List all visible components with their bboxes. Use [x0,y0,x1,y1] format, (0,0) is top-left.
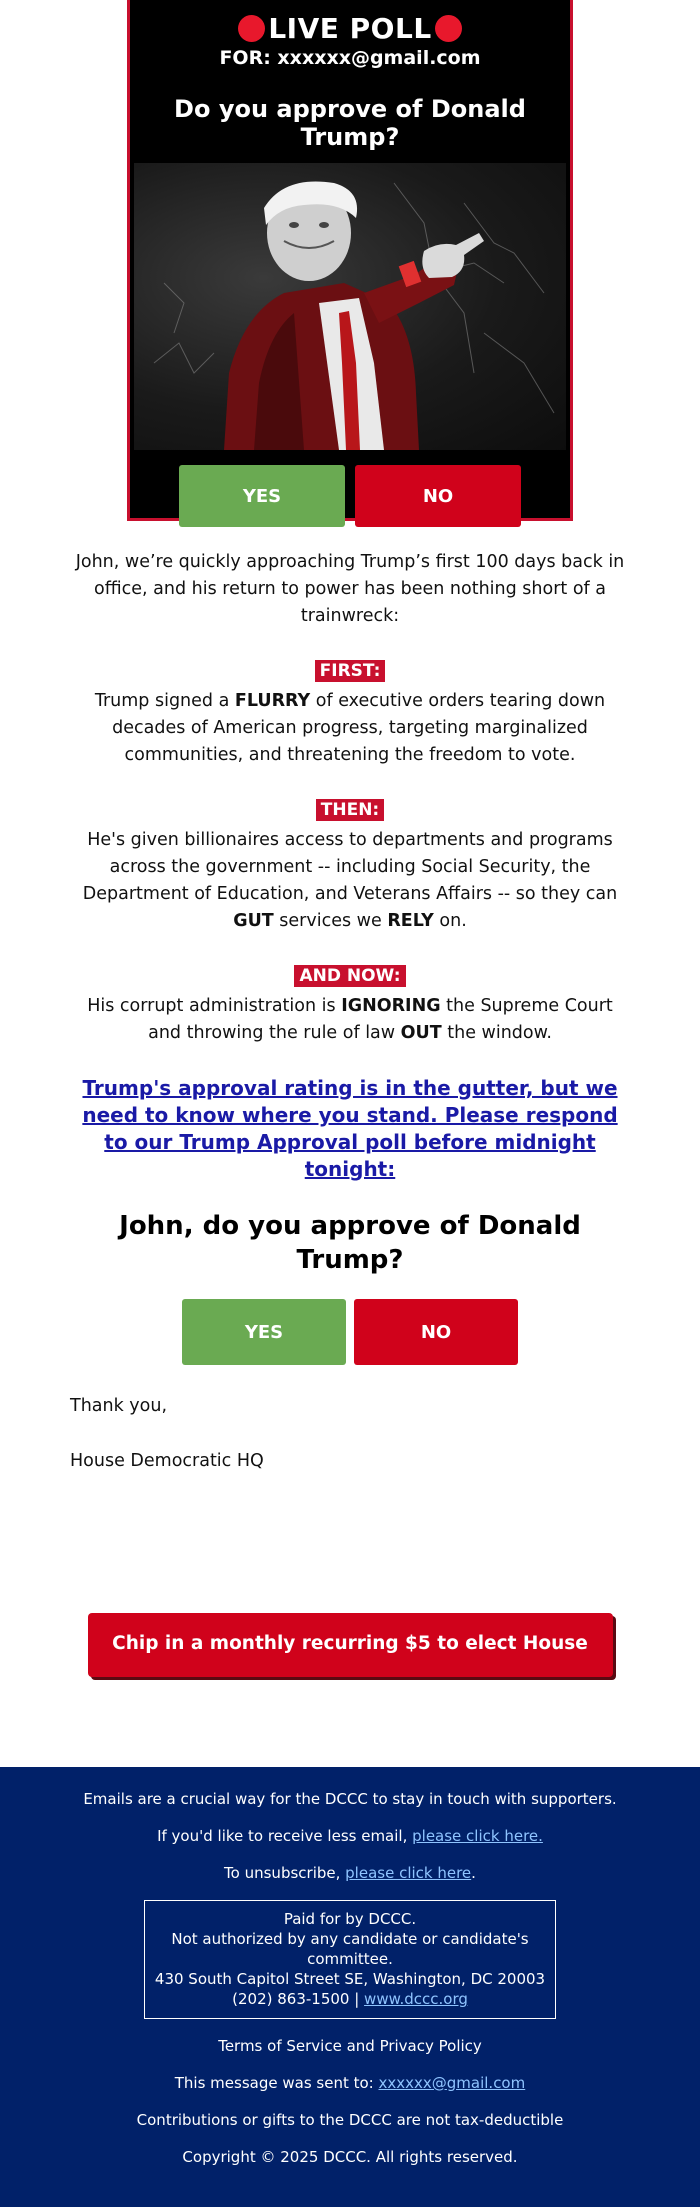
footer-intro: Emails are a crucial way for the DCCC to stay in touch with supporters. [83,1790,617,1808]
less-email-link[interactable]: please click here. [412,1827,543,1845]
live-poll-label: LIVE POLL [268,11,432,45]
live-poll-badge [130,0,570,46]
red-dot-icon [238,15,265,42]
tax-notice: Contributions or gifts to the DCCC are not tax-deductible [136,2111,564,2129]
poll-yes-button[interactable]: YES [179,465,345,527]
terms-link[interactable]: Terms of Service and Privacy Policy [218,2037,482,2055]
unsubscribe-link[interactable]: please click here [345,1864,472,1882]
red-dot-icon [435,15,462,42]
contact-line: (202) 863-1500 | www.dccc.org [232,1990,468,2008]
first-text: Trump signed a FLURRY of executive orders tearing down decades of American progress, targeting marginalized communities, and threatening the freedom to vote. [94,691,606,765]
section-and-now [70,963,630,1047]
first-label: FIRST: [315,660,386,682]
signoff [70,1393,630,1475]
copyright: Copyright © 2025 DCCC. All rights reserved. [182,2148,518,2166]
donate-button[interactable]: Chip in a monthly recurring $5 to elect House Dems >> [88,1613,613,1677]
less-email-line: If you'd like to receive less email, please click here. [157,1827,543,1845]
no-button[interactable]: NO [354,1299,518,1365]
intro-paragraph: John, we’re quickly approaching Trump’s first 100 days back in office, and his return to power has been nothing short of a trainwreck: [75,552,625,626]
poll-no-button[interactable]: NO [355,465,521,527]
and-now-text: His corrupt administration is IGNORING the Supreme Court and throwing the rule of law OUT the window. [87,996,613,1043]
and-now-label: AND NOW: [294,965,405,987]
dccc-site-link[interactable]: www.dccc.org [364,1990,468,2008]
trump-photo [134,163,566,450]
paid-for-box [144,1900,556,2019]
sent-to-line: This message was sent to: xxxxxx@gmail.com [174,2074,526,2092]
trump-pointing-image [134,163,566,450]
live-poll-box [127,0,573,521]
approval-question: John, do you approve of Donald Trump? [119,1211,581,1275]
approval-poll-link[interactable]: Trump's approval rating is in the gutter, but we need to know where you stand. Please respond to our Trump Approval poll before midnight tonight: [82,1076,618,1181]
thank-you-text: Thank you, [70,1396,168,1416]
email-body [70,549,630,1475]
section-first [70,658,630,769]
address-line: 430 South Capitol Street SE, Washington, DC 20003 [154,1970,546,1988]
yes-button[interactable]: YES [182,1299,346,1365]
then-label: THEN: [316,799,384,821]
sender-name: House Democratic HQ [70,1451,264,1471]
not-authorized-line: Not authorized by any candidate or candidate's committee. [171,1930,529,1968]
section-then [70,797,630,935]
paid-for-line: Paid for by DCCC. [283,1910,417,1928]
unsubscribe-line: To unsubscribe, please click here. [224,1864,476,1882]
recipient-line: FOR: xxxxxx@gmail.com [219,47,481,69]
footer [0,1767,700,2207]
recipient-email-link[interactable]: xxxxxx@gmail.com [378,2074,526,2092]
poll-question: Do you approve of Donald Trump? [174,95,526,151]
then-text: He's given billionaires access to departments and programs across the government -- including Social Security, the Department of Education, and Veterans Affairs -- so they can GUT services we RELY on. [82,830,618,931]
